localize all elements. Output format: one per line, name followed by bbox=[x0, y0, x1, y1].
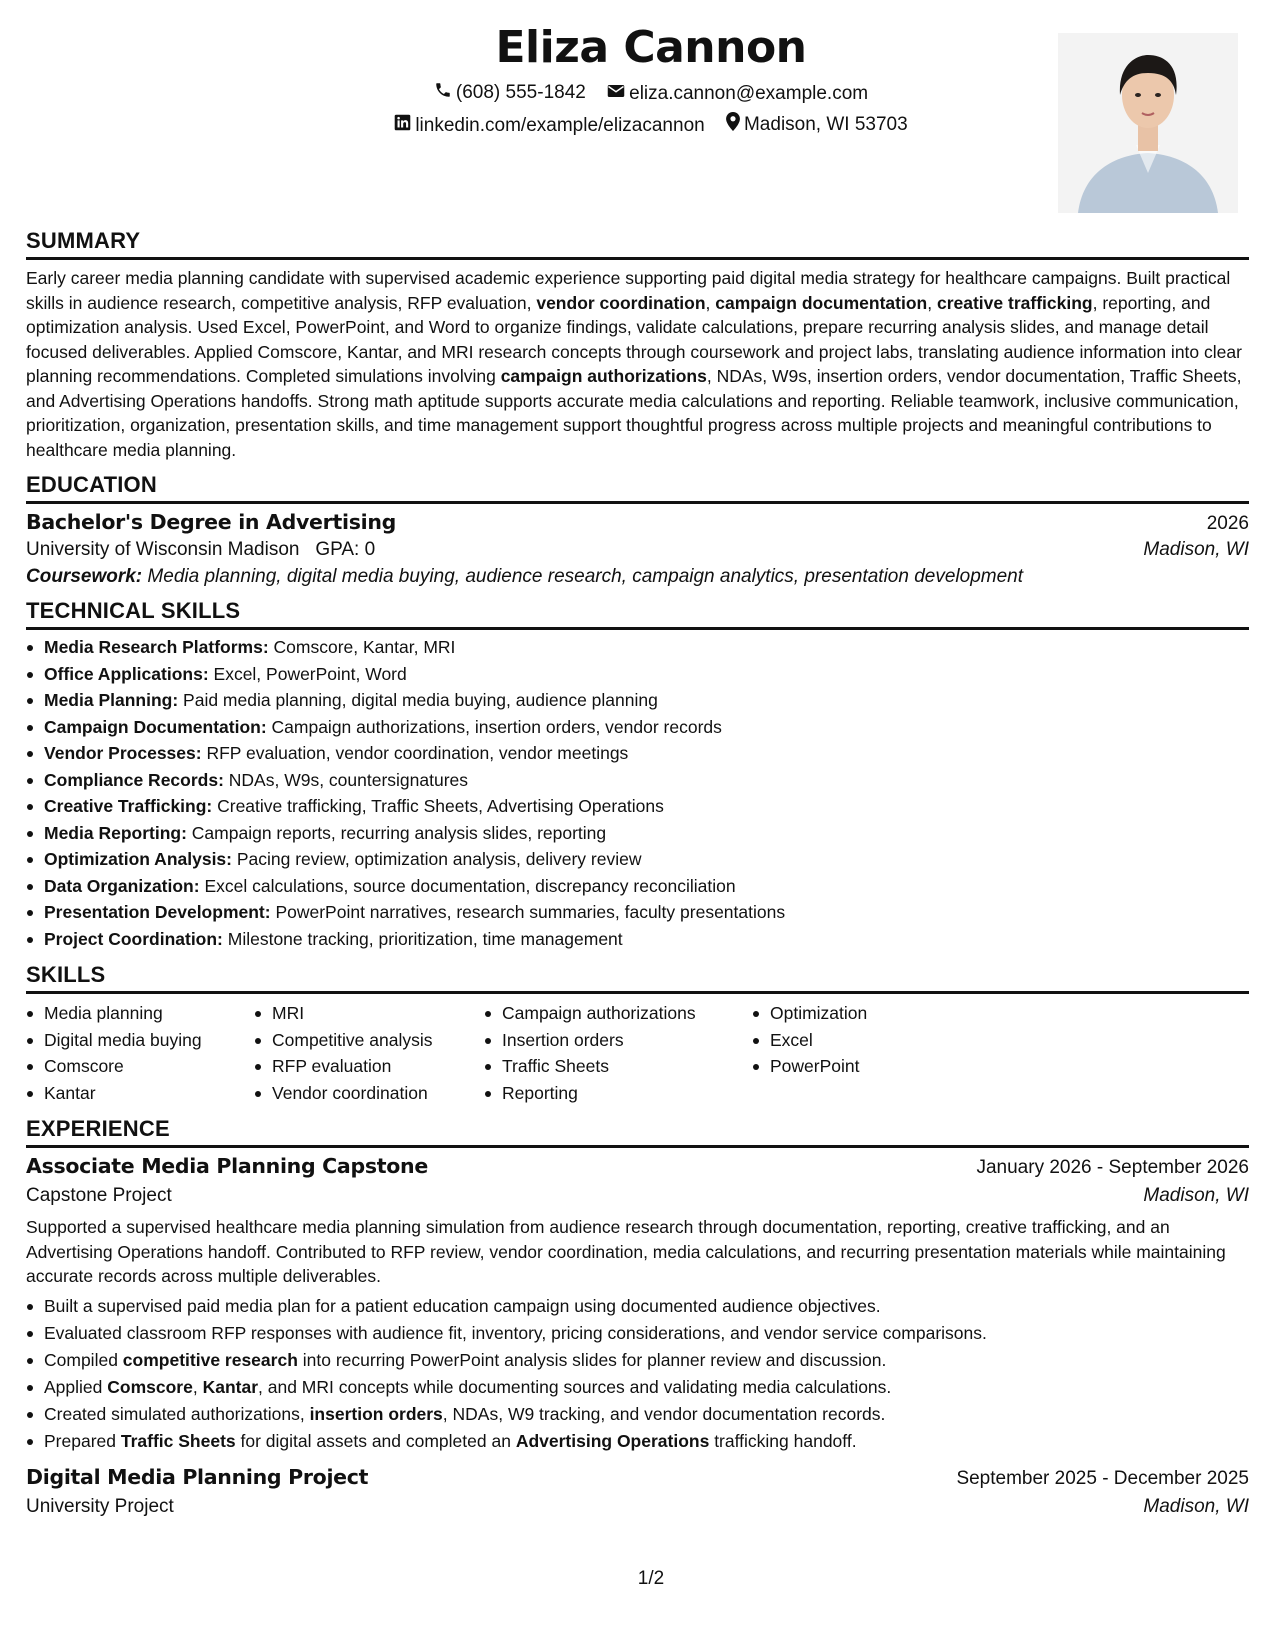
skill-category: Campaign Documentation: bbox=[44, 716, 267, 737]
text-run: Created simulated authorizations, bbox=[44, 1403, 310, 1424]
email-text[interactable]: eliza.cannon@example.com bbox=[629, 83, 869, 104]
email-item bbox=[607, 83, 868, 105]
skill-item: Excel bbox=[770, 1027, 970, 1054]
skill-category: Optimization Analysis: bbox=[44, 849, 232, 869]
linkedin-icon bbox=[394, 114, 415, 137]
technical-skills-section bbox=[26, 598, 1249, 952]
technical-skill-item bbox=[44, 687, 1249, 714]
technical-skill-item bbox=[44, 926, 1249, 953]
resume-header bbox=[26, 0, 1249, 228]
bold-text: Comscore bbox=[107, 1376, 193, 1397]
map-pin-icon bbox=[726, 112, 744, 137]
bold-text: creative trafficking bbox=[936, 292, 1093, 313]
text-run: , bbox=[705, 292, 716, 313]
job-org-row bbox=[26, 1496, 1249, 1518]
skill-category: Creative Trafficking: bbox=[44, 796, 213, 816]
technical-skills-list bbox=[26, 634, 1249, 952]
skill-values: Pacing review, optimization analysis, delivery review bbox=[232, 849, 642, 869]
summary-heading: SUMMARY bbox=[26, 228, 1249, 260]
coursework-label: Coursework: bbox=[26, 566, 143, 587]
skill-category: Project Coordination: bbox=[44, 928, 223, 949]
job-header-row bbox=[26, 1465, 1249, 1490]
skill-values: Paid media planning, digital media buying, audience planning bbox=[178, 690, 658, 710]
phone-item bbox=[434, 81, 586, 105]
technical-skill-item bbox=[44, 740, 1249, 767]
education-row-2 bbox=[26, 539, 1249, 561]
bold-text: vendor coordination bbox=[536, 292, 706, 313]
profile-photo bbox=[1058, 33, 1238, 213]
technical-skill-item bbox=[44, 899, 1249, 926]
resume-page bbox=[26, 0, 1249, 1650]
skill-item: Campaign authorizations bbox=[502, 1000, 752, 1027]
technical-skills-heading: TECHNICAL SKILLS bbox=[26, 598, 1249, 630]
coursework-text: Media planning, digital media buying, audience research, campaign analytics, presentation development bbox=[147, 566, 1024, 587]
skill-category: Presentation Development: bbox=[44, 902, 271, 922]
job-description: Supported a supervised healthcare media planning simulation from audience research through documentation, reporting, creative trafficking, and an Advertising Operations handoff. Contributed to RFP review, vendor coordination, media calculations, and recurring presentation materials while maintaining accurate records across multiple deliverables. bbox=[26, 1217, 1226, 1286]
linkedin-text[interactable]: linkedin.com/example/elizacannon bbox=[415, 114, 705, 136]
job-location: Madison, WI bbox=[1143, 1495, 1249, 1517]
skill-values: Campaign reports, recurring analysis slides, reporting bbox=[186, 822, 607, 843]
gpa: GPA: 0 bbox=[315, 539, 376, 560]
location-text: Madison, WI 53703 bbox=[743, 113, 908, 135]
technical-skill-item bbox=[44, 634, 1249, 661]
text-run: Evaluated classroom RFP responses with audience fit, inventory, pricing considerations, and vendor service comparisons. bbox=[44, 1322, 987, 1343]
skill-item: Traffic Sheets bbox=[502, 1053, 752, 1080]
technical-skill-item bbox=[44, 820, 1249, 847]
skill-category: Office Applications: bbox=[44, 663, 209, 684]
job-bullet bbox=[44, 1428, 1249, 1455]
text-run: , and MRI concepts while documenting sources and validating media calculations. bbox=[258, 1376, 892, 1397]
skill-item: Optimization bbox=[770, 1000, 970, 1027]
location-item bbox=[726, 112, 908, 137]
skill-item: PowerPoint bbox=[770, 1053, 970, 1080]
skill-values: Excel, PowerPoint, Word bbox=[208, 663, 407, 684]
phone-icon bbox=[434, 81, 456, 105]
candidate-name: Eliza Cannon bbox=[495, 22, 807, 73]
skill-category: Compliance Records: bbox=[44, 769, 224, 790]
envelope-icon bbox=[607, 83, 629, 105]
technical-skill-item bbox=[44, 714, 1249, 741]
text-run: , NDAs, W9 tracking, and vendor documentation records. bbox=[442, 1403, 886, 1424]
text-run: , bbox=[192, 1376, 203, 1397]
education-row-1 bbox=[26, 510, 1249, 535]
job-dates: September 2025 - December 2025 bbox=[956, 1467, 1249, 1489]
text-run: trafficking handoff. bbox=[709, 1430, 857, 1451]
job-entry bbox=[26, 1154, 1249, 1455]
text-run: Early career media planning candidate with supervised academic experience supporting paid digital media strategy for healthcare campaigns. Built practical skills in audience research, competitive analysis, RFP evaluation, bbox=[26, 268, 1231, 313]
skill-item: Reporting bbox=[502, 1080, 752, 1107]
job-bullet bbox=[44, 1320, 1249, 1347]
skill-values: Excel calculations, source documentation, discrepancy reconciliation bbox=[199, 875, 736, 896]
text-run: , reporting, and optimization analysis. Used Excel, PowerPoint, and Word to organize findings, validate calculations, prepare recurring analysis slides, and manage detail focused deliverables. Applied Comscore, Kantar, and MRI research concepts through coursework and project labs, translating audience information into clear planning recommendations. Completed simulations involving bbox=[26, 292, 1242, 386]
coursework-line bbox=[26, 566, 1249, 588]
skill-values: Milestone tracking, prioritization, time management bbox=[222, 928, 623, 949]
summary-paragraph bbox=[26, 266, 1249, 462]
text-run: Compiled bbox=[44, 1349, 123, 1370]
job-role: Associate Media Planning Capstone bbox=[26, 1154, 428, 1178]
skill-category: Data Organization: bbox=[44, 875, 200, 896]
job-entry bbox=[26, 1465, 1249, 1518]
skill-values: Comscore, Kantar, MRI bbox=[268, 637, 456, 657]
technical-skill-item bbox=[44, 793, 1249, 820]
skills-grid bbox=[26, 1000, 1249, 1106]
text-run: Prepared bbox=[44, 1430, 121, 1451]
job-bullets bbox=[26, 1293, 1249, 1455]
job-dates: January 2026 - September 2026 bbox=[976, 1157, 1249, 1178]
text-run: for digital assets and completed an bbox=[235, 1430, 516, 1451]
skill-values: Campaign authorizations, insertion orders, vendor records bbox=[266, 716, 722, 737]
skill-item: MRI bbox=[272, 1000, 484, 1027]
job-bullet bbox=[44, 1293, 1249, 1320]
text-run: into recurring PowerPoint analysis slides for planner review and discussion. bbox=[297, 1349, 887, 1370]
job-org-row bbox=[26, 1185, 1249, 1207]
skill-category: Media Reporting: bbox=[44, 822, 187, 843]
degree-title: Bachelor's Degree in Advertising bbox=[26, 510, 396, 534]
skill-item: RFP evaluation bbox=[272, 1053, 484, 1080]
skill-category: Media Planning: bbox=[44, 690, 179, 710]
job-location: Madison, WI bbox=[1143, 1185, 1249, 1206]
skills-column bbox=[484, 1000, 752, 1106]
education-heading: EDUCATION bbox=[26, 472, 1249, 504]
bold-text: insertion orders bbox=[309, 1403, 443, 1424]
graduation-year: 2026 bbox=[1206, 513, 1249, 534]
technical-skill-item bbox=[44, 661, 1249, 688]
skills-section bbox=[26, 962, 1249, 1106]
skill-item: Comscore bbox=[44, 1053, 254, 1080]
page-number: 1/2 bbox=[637, 1568, 665, 1589]
skills-column bbox=[752, 1000, 970, 1106]
text-run: Built a supervised paid media plan for a patient education campaign using documented audience objectives. bbox=[44, 1295, 881, 1316]
education-section bbox=[26, 472, 1249, 588]
job-org: University Project bbox=[26, 1495, 174, 1517]
technical-skill-item bbox=[44, 873, 1249, 900]
bold-text: Traffic Sheets bbox=[120, 1430, 236, 1451]
bold-text: campaign documentation bbox=[715, 292, 928, 313]
skill-item: Insertion orders bbox=[502, 1027, 752, 1054]
phone-text[interactable]: (608) 555-1842 bbox=[455, 82, 586, 103]
job-org: Capstone Project bbox=[26, 1185, 172, 1206]
job-role: Digital Media Planning Project bbox=[26, 1464, 369, 1489]
bold-text: Advertising Operations bbox=[515, 1430, 710, 1451]
skill-item: Vendor coordination bbox=[272, 1080, 484, 1107]
bold-text: Kantar bbox=[202, 1376, 259, 1397]
job-bullet bbox=[44, 1347, 1249, 1374]
skill-values: RFP evaluation, vendor coordination, vendor meetings bbox=[201, 743, 629, 763]
skill-category: Vendor Processes: bbox=[44, 743, 202, 763]
skills-heading: SKILLS bbox=[26, 962, 1249, 994]
skills-column bbox=[254, 1000, 484, 1106]
summary-section bbox=[26, 228, 1249, 462]
bold-text: competitive research bbox=[122, 1349, 298, 1370]
school-location: Madison, WI bbox=[1143, 539, 1249, 560]
job-bullet bbox=[44, 1401, 1249, 1428]
skill-category: Media Research Platforms: bbox=[44, 637, 269, 657]
skill-values: NDAs, W9s, countersignatures bbox=[223, 769, 469, 790]
skill-values: Creative trafficking, Traffic Sheets, Advertising Operations bbox=[212, 796, 664, 816]
skills-column bbox=[26, 1000, 254, 1106]
technical-skill-item bbox=[44, 767, 1249, 794]
technical-skill-item bbox=[44, 846, 1249, 873]
skill-item: Media planning bbox=[44, 1000, 254, 1027]
job-header-row bbox=[26, 1154, 1249, 1179]
skill-item: Kantar bbox=[44, 1080, 254, 1107]
experience-heading: EXPERIENCE bbox=[26, 1116, 1249, 1148]
skill-item: Competitive analysis bbox=[272, 1027, 484, 1054]
text-run: , bbox=[927, 292, 937, 313]
experience-section bbox=[26, 1116, 1249, 1518]
bold-text: campaign authorizations bbox=[500, 366, 707, 386]
school-line bbox=[26, 539, 375, 561]
text-run: Applied bbox=[44, 1376, 108, 1397]
text-run: , NDAs, W9s, insertion orders, vendor documentation, Traffic Sheets, and Advertising Operations handoffs. Strong math aptitude supports accurate media calculations and reporting. Reliable teamwork, inclusive communication, prioritization, organization, presentation skills, and time management support thoughtful progress across multiple projects and meaningful contributions to healthcare media planning. bbox=[26, 366, 1242, 460]
linkedin-item bbox=[394, 114, 704, 137]
skill-item: Digital media buying bbox=[44, 1027, 254, 1054]
school-name: University of Wisconsin Madison bbox=[26, 539, 300, 560]
skill-values: PowerPoint narratives, research summaries, faculty presentations bbox=[270, 902, 786, 922]
job-bullet bbox=[44, 1374, 1249, 1401]
